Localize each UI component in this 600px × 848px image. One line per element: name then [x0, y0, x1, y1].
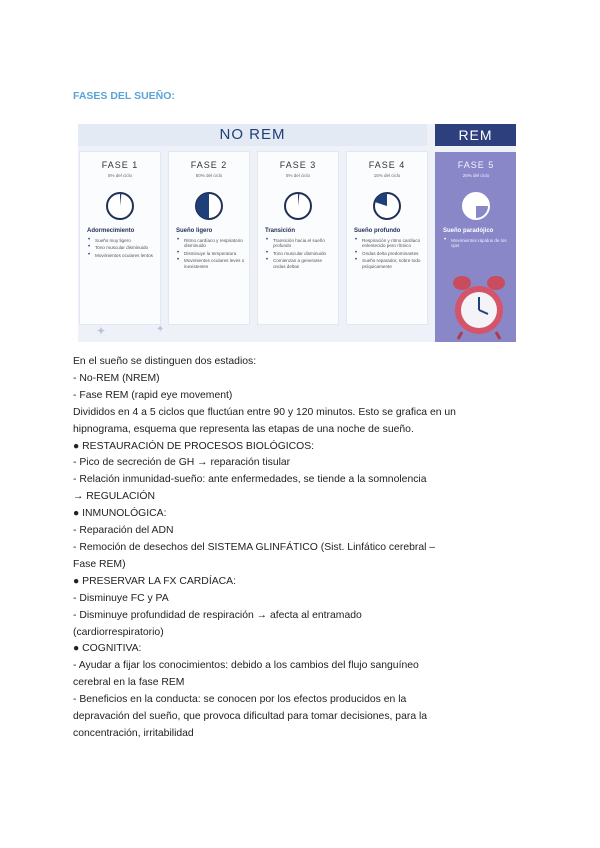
- phase-name: FASE 5: [457, 160, 495, 170]
- phase-card-3: [258, 152, 338, 324]
- phase-bullet: • Ritmo cardíaco y respiratorio disminuido: [176, 238, 246, 249]
- phase-bullet: • Movimientos rápidos de los ojos: [443, 238, 513, 249]
- text-line: ● PRESERVAR LA FX CARDÍACA:: [73, 575, 236, 587]
- text-line: depravación del sueño, que provoca dificultad para tomar decisiones, para la: [73, 711, 428, 723]
- phase-label: Transición: [265, 228, 296, 234]
- phase-bullets: [443, 238, 513, 251]
- clock-icon: [283, 191, 313, 221]
- phase-label: Adormecimiento: [87, 228, 135, 234]
- phase-bullet: • Tono muscular disminuido: [87, 245, 157, 250]
- text-line: Divididos en 4 a 5 ciclos que fluctúan entre 90 y 120 minutos. Esto se grafica en un: [73, 406, 456, 418]
- text-line: ● INMUNOLÓGICA:: [73, 508, 167, 520]
- phase-card-1: [80, 152, 160, 324]
- phase-bullet: • Respiración y ritmo cardíaco enlentecido pero rítmico: [354, 238, 424, 249]
- phase-percent: 5% del ciclo: [107, 173, 132, 178]
- clock-icon: [372, 191, 402, 221]
- no-rem-header: NO REM: [78, 124, 427, 146]
- text-line: concentración, irritabilidad: [73, 727, 194, 739]
- phase-name: FASE 1: [101, 160, 139, 170]
- body-text: [73, 354, 528, 743]
- phase-bullet: • Ondas delta predominantes: [354, 251, 424, 256]
- phase-bullet: • Transición hacia el sueño profundo: [265, 238, 335, 249]
- phase-percent: 50% del ciclo: [195, 173, 223, 178]
- phase-label: Sueño profundo: [354, 228, 401, 234]
- text-line: - Beneficios en la conducta: se conocen por los efectos producidos en la: [73, 694, 407, 706]
- star-icon: ✦: [156, 324, 165, 335]
- text-line: Fase REM): [73, 558, 126, 570]
- phase-percent: 15% del ciclo: [373, 173, 401, 178]
- phase-bullet: • Movimientos oculares leves o inexistentes: [176, 258, 246, 269]
- alarm-clock-icon: [450, 274, 508, 340]
- phase-card-2: [169, 152, 249, 324]
- phase-percent: 5% del ciclo: [285, 173, 310, 178]
- text-line: (cardiorrespiratorio): [73, 626, 164, 638]
- text-line: hipnograma, esquema que representa las etapas de una noche de sueño.: [73, 423, 414, 435]
- phase-bullets: [354, 238, 424, 271]
- phase-card-4: [347, 152, 427, 324]
- phase-bullets: [87, 238, 157, 260]
- star-icon: ✦: [96, 324, 107, 338]
- phase-percent: 25% del ciclo: [462, 173, 490, 178]
- phase-label: Sueño ligero: [176, 228, 213, 234]
- phase-bullets: [176, 238, 246, 271]
- text-line: - Fase REM (rapid eye movement): [73, 389, 233, 401]
- phase-bullet: • Disminuye la temperatura: [176, 251, 246, 256]
- rem-header: REM: [435, 124, 516, 146]
- text-line: - Remoción de desechos del SISTEMA GLINFÁTICO (Sist. Linfático cerebral –: [73, 541, 436, 553]
- phase-bullet: • Movimientos oculares lentos: [87, 253, 157, 258]
- phase-bullet: • Sueño muy ligero: [87, 238, 157, 243]
- phase-bullet: • Tono muscular disminuido: [265, 251, 335, 256]
- text-line: - Disminuye FC y PA: [73, 592, 169, 604]
- phase-label: Sueño paradójico: [443, 228, 494, 234]
- text-line: En el sueño se distinguen dos estadios:: [73, 356, 257, 367]
- text-line: - No-REM (NREM): [73, 372, 160, 384]
- phase-bullet: • Comienzan a generarse ondas deltas: [265, 258, 335, 269]
- clock-icon: [194, 191, 224, 221]
- page-title: FASES DEL SUEÑO:: [73, 90, 175, 102]
- phase-bullets: [265, 238, 335, 271]
- phase-name: FASE 3: [279, 160, 317, 170]
- text-line: - Relación inmunidad-sueño: ante enfermedades, se tiende a la somnolencia: [73, 474, 427, 486]
- text-line: - Disminuye profundidad de respiración → afecta al entramado: [73, 609, 362, 621]
- text-line: - Reparación del ADN: [73, 525, 174, 537]
- text-line: cerebral en la fase REM: [73, 677, 185, 689]
- phase-bullet: • Sueño reparador, sobre todo psíquicamente: [354, 258, 424, 269]
- text-line: ● RESTAURACIÓN DE PROCESOS BIOLÓGICOS:: [73, 440, 315, 452]
- text-line: - Ayudar a fijar los conocimientos: debido a los cambios del flujo sanguíneo: [73, 660, 419, 672]
- text-line: ● COGNITIVA:: [73, 643, 142, 655]
- phase-name: FASE 2: [190, 160, 228, 170]
- text-line: - Pico de secreción de GH → reparación tisular: [73, 457, 291, 469]
- phase-name: FASE 4: [368, 160, 406, 170]
- sleep-phases-figure: [78, 124, 516, 342]
- clock-icon: [461, 191, 491, 221]
- clock-icon: [105, 191, 135, 221]
- text-line: → REGULACIÓN: [73, 491, 155, 503]
